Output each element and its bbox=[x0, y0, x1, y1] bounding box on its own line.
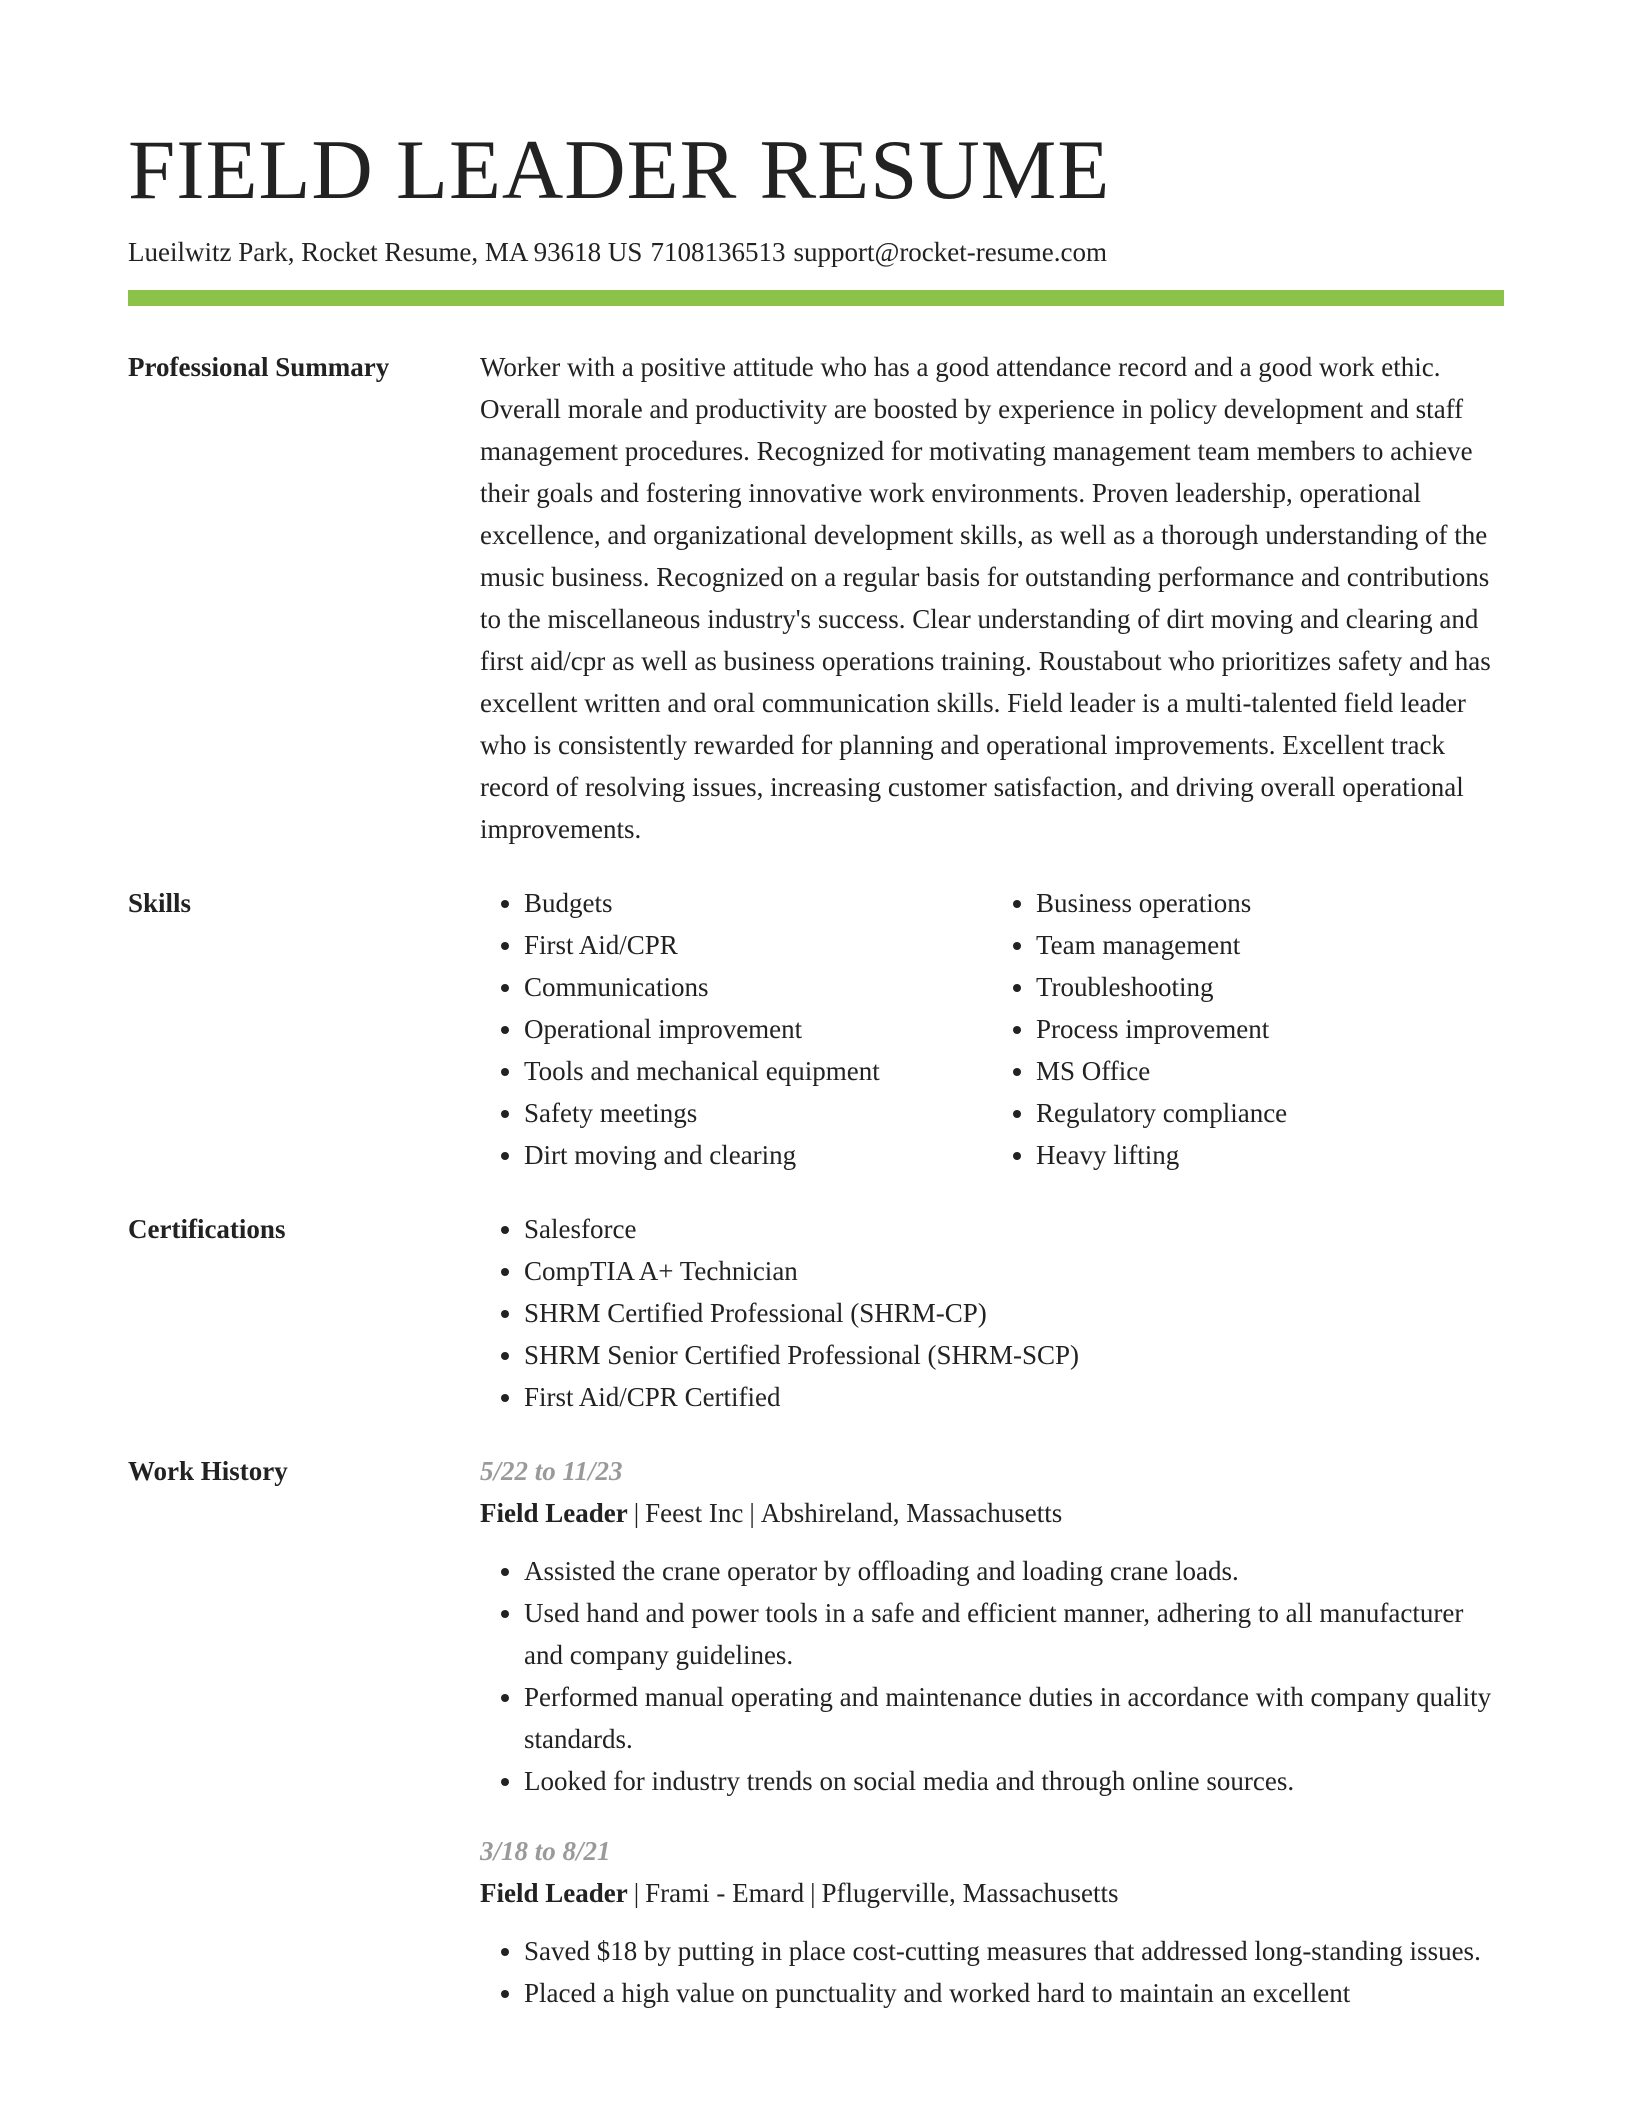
contact-phone: 7108136513 bbox=[650, 237, 786, 267]
job-title: Field Leader bbox=[480, 1878, 628, 1908]
certification-item: • SHRM Certified Professional (SHRM-CP) bbox=[524, 1292, 1504, 1334]
job-bullet: • Placed a high value on punctuality and worked hard to maintain an excellent bbox=[524, 1972, 1504, 2014]
skill-item: • Communications bbox=[524, 966, 992, 1008]
skill-item: • First Aid/CPR bbox=[524, 924, 992, 966]
skill-item: • Team management bbox=[1036, 924, 1504, 966]
job-bullets bbox=[480, 1550, 1504, 1802]
skill-item: • Dirt moving and clearing bbox=[524, 1134, 992, 1176]
job-bullet: • Assisted the crane operator by offloading and loading crane loads. bbox=[524, 1550, 1504, 1592]
job-bullet: • Saved $18 by putting in place cost-cutting measures that addressed long-standing issues. bbox=[524, 1930, 1504, 1972]
job-location: Pflugerville, Massachusetts bbox=[821, 1878, 1119, 1908]
contact-line bbox=[128, 232, 1504, 272]
job-location: Abshireland, Massachusetts bbox=[760, 1498, 1063, 1528]
summary-body bbox=[480, 346, 1504, 850]
skills-list-left bbox=[480, 882, 992, 1176]
work-history-body bbox=[480, 1450, 1504, 2042]
certifications-list bbox=[480, 1208, 1504, 1418]
section-skills bbox=[128, 882, 1504, 1176]
skill-item: • Budgets bbox=[524, 882, 992, 924]
job-dates: 3/18 to 8/21 bbox=[480, 1836, 611, 1866]
section-work-history bbox=[128, 1450, 1504, 2042]
header-divider bbox=[128, 290, 1504, 306]
job-heading: Field Leader | Feest Inc | Abshireland, Massachusetts bbox=[480, 1498, 1063, 1528]
skill-item: • Business operations bbox=[1036, 882, 1504, 924]
certification-item: • First Aid/CPR Certified bbox=[524, 1376, 1504, 1418]
section-title-summary: Professional Summary bbox=[128, 352, 390, 382]
job-bullet: • Looked for industry trends on social media and through online sources. bbox=[524, 1760, 1504, 1802]
job-title: Field Leader bbox=[480, 1498, 628, 1528]
skill-item: • Tools and mechanical equipment bbox=[524, 1050, 992, 1092]
skill-item: • MS Office bbox=[1036, 1050, 1504, 1092]
contact-address: Lueilwitz Park, Rocket Resume, MA 93618 US bbox=[128, 237, 643, 267]
skill-item: • Operational improvement bbox=[524, 1008, 992, 1050]
skill-item: • Safety meetings bbox=[524, 1092, 992, 1134]
certification-item: • SHRM Senior Certified Professional (SHRM-SCP) bbox=[524, 1334, 1504, 1376]
job-entry bbox=[480, 1450, 1504, 1802]
job-heading: Field Leader | Frami - Emard | Pflugerville, Massachusetts bbox=[480, 1878, 1119, 1908]
job-bullet: • Performed manual operating and maintenance duties in accordance with company quality standards. bbox=[524, 1676, 1504, 1760]
skill-item: • Process improvement bbox=[1036, 1008, 1504, 1050]
resume-title: FIELD LEADER RESUME bbox=[128, 123, 1111, 217]
job-company: Frami - Emard bbox=[645, 1878, 805, 1908]
certification-item: • CompTIA A+ Technician bbox=[524, 1250, 1504, 1292]
section-summary bbox=[128, 346, 1504, 850]
certifications-body bbox=[480, 1208, 1504, 1418]
skills-list-right bbox=[992, 882, 1504, 1176]
section-title-skills: Skills bbox=[128, 888, 192, 918]
job-bullet: • Used hand and power tools in a safe and efficient manner, adhering to all manufacturer and company guidelines. bbox=[524, 1592, 1504, 1676]
skill-item: • Regulatory compliance bbox=[1036, 1092, 1504, 1134]
section-certifications bbox=[128, 1208, 1504, 1418]
certification-item: • Salesforce bbox=[524, 1208, 1504, 1250]
section-title-certifications: Certifications bbox=[128, 1214, 286, 1244]
section-title-work-history: Work History bbox=[128, 1456, 288, 1486]
skills-body bbox=[480, 882, 1504, 1176]
skill-item: • Heavy lifting bbox=[1036, 1134, 1504, 1176]
job-bullets bbox=[480, 1930, 1504, 2014]
summary-text: Worker with a positive attitude who has a good attendance record and a good work ethic. Overall morale and productivity are boosted by experience in policy development and staff management procedures. Recognized for motivating management team members to achieve their goals and fostering innovative work environments. Proven leadership, operational excellence, and organizational development skills, as well as a thorough understanding of the music business. Recognized on a regular basis for outstanding performance and contributions to the miscellaneous industry's success. Clear understanding of dirt moving and clearing and first aid/cpr as well as business operations training. Roustabout who prioritizes safety and has excellent written and oral communication skills. Field leader is a multi-talented field leader who is consistently rewarded for planning and operational improvements. Excellent track record of resolving issues, increasing customer satisfaction, and driving overall operational improvements. bbox=[480, 352, 1491, 844]
contact-email: support@rocket-resume.com bbox=[793, 237, 1107, 267]
job-entry bbox=[480, 1830, 1504, 2014]
skill-item: • Troubleshooting bbox=[1036, 966, 1504, 1008]
job-company: Feest Inc bbox=[645, 1498, 744, 1528]
job-dates: 5/22 to 11/23 bbox=[480, 1456, 623, 1486]
